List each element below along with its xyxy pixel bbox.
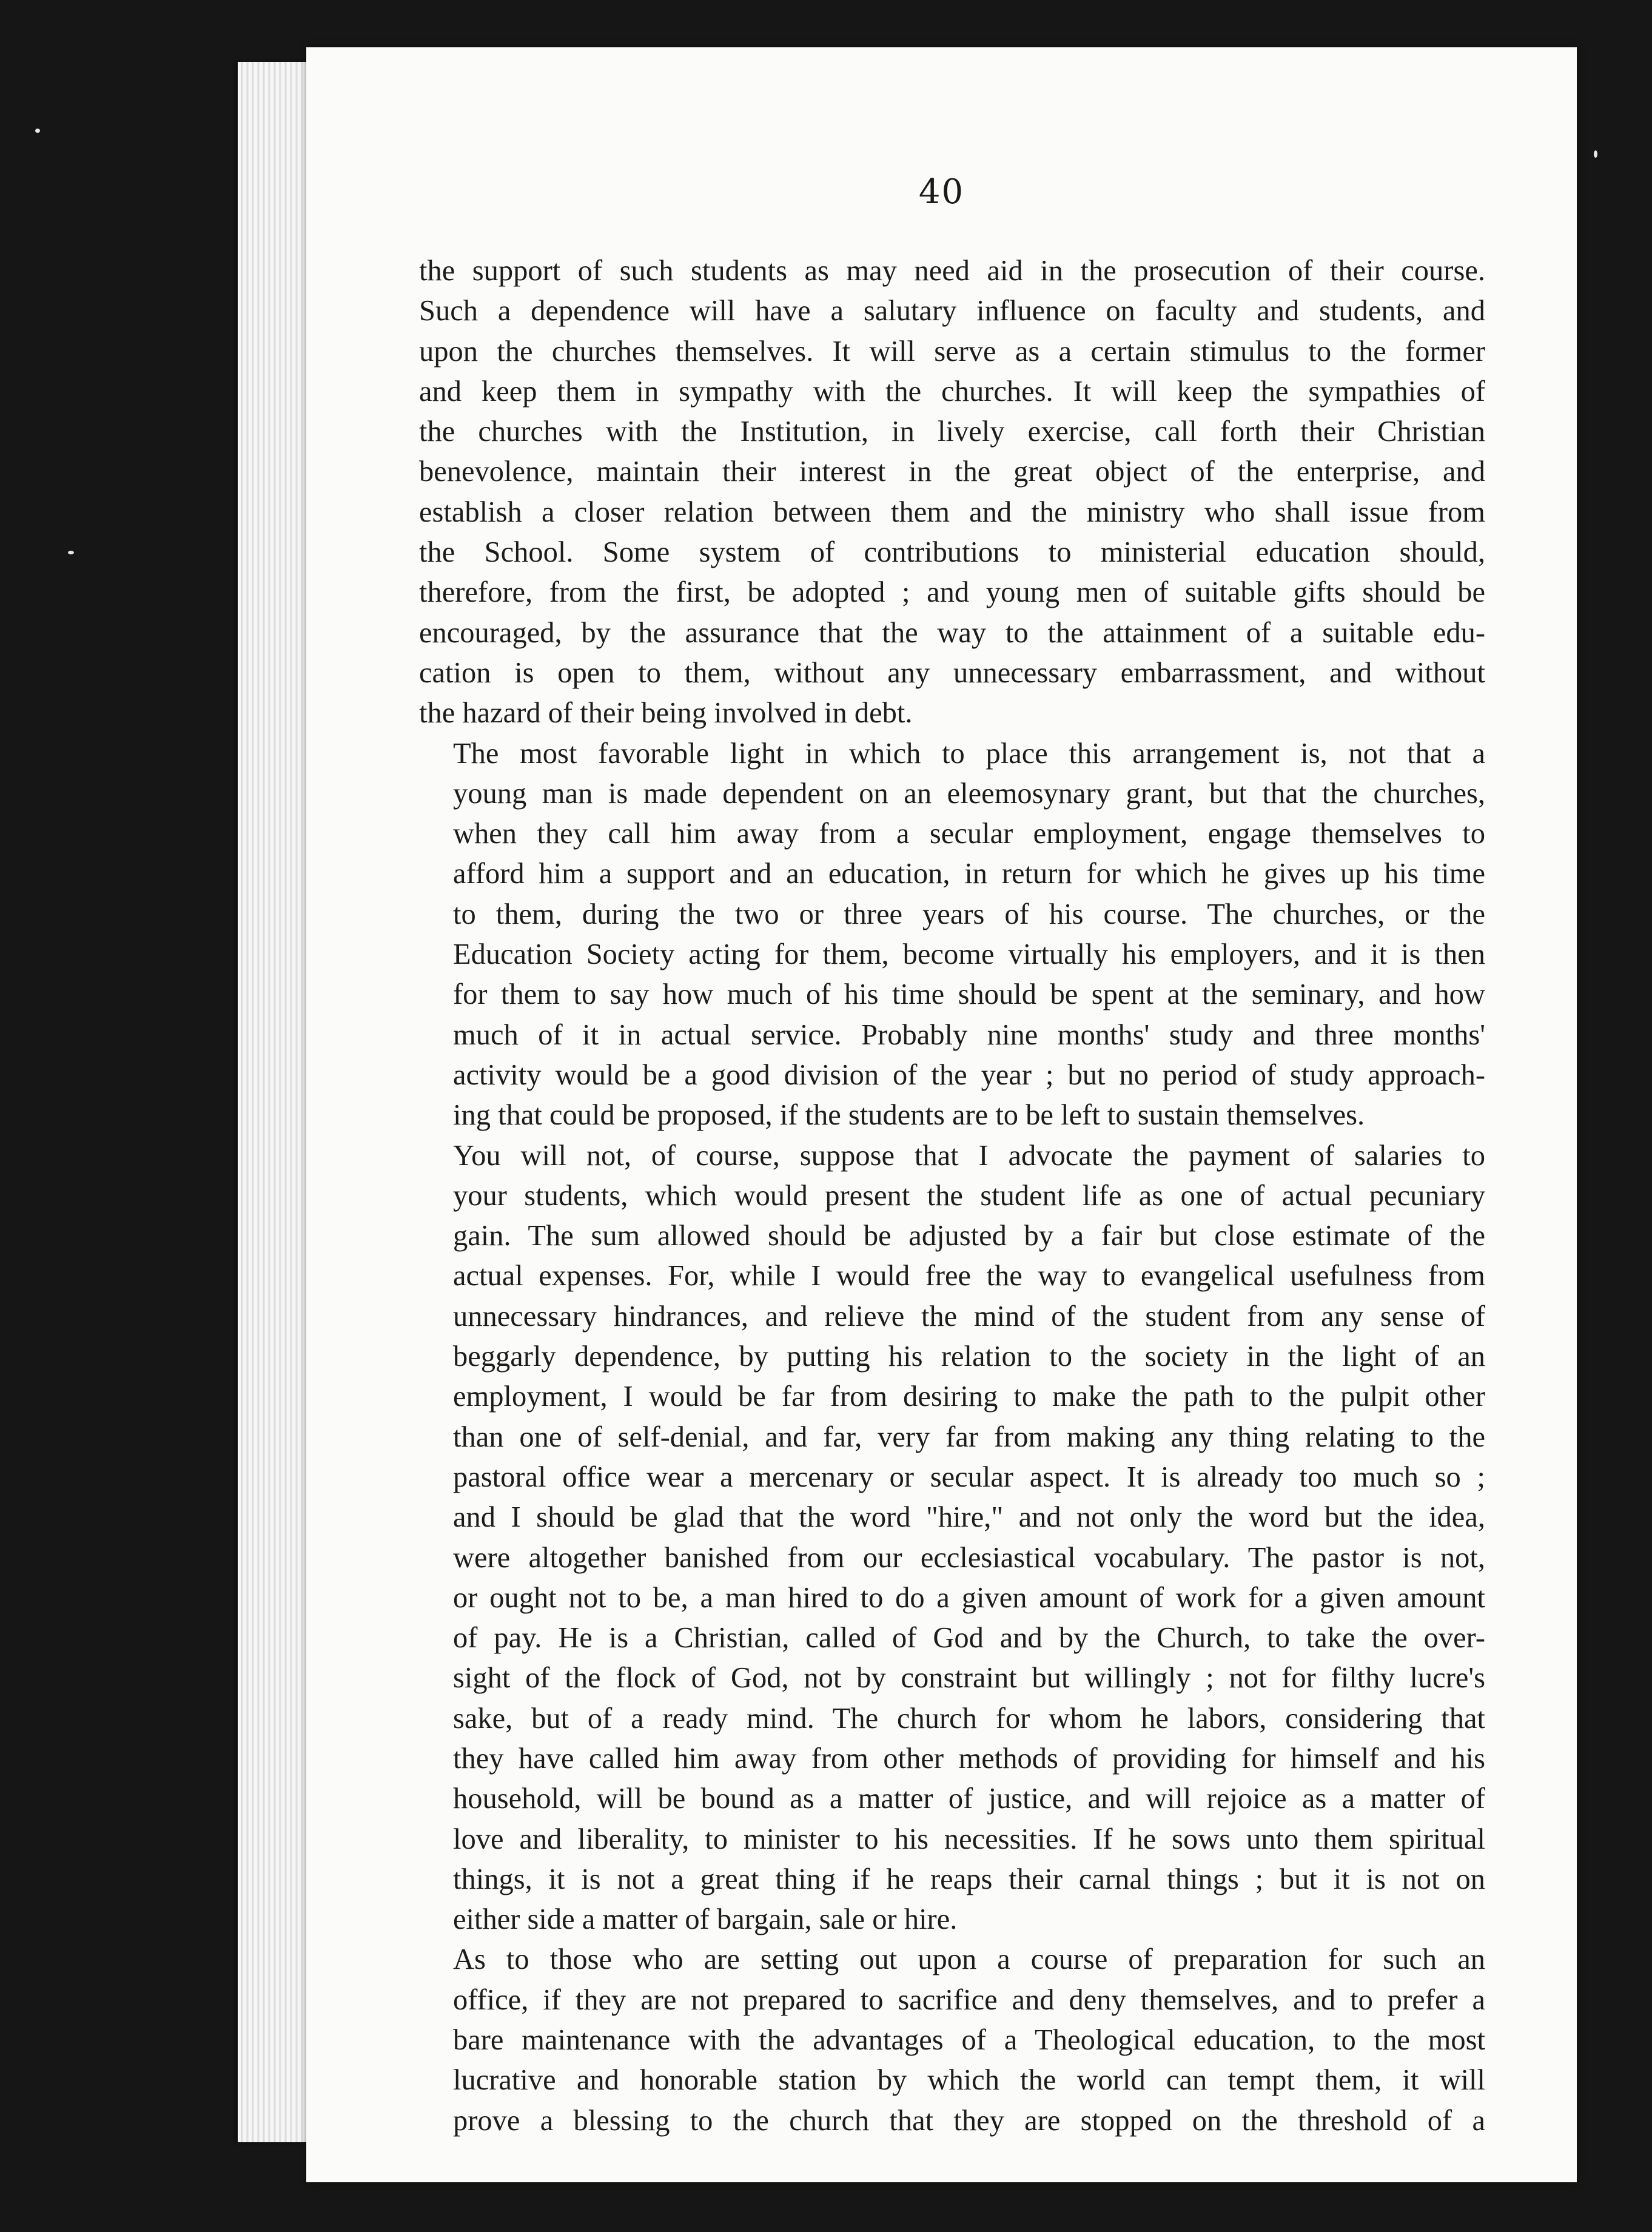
page-number: 40: [918, 172, 965, 212]
text-line: to them, during the two or three years of his course. The churches, or the: [453, 898, 1485, 930]
text-line: the churches with the Institution, in lively exercise, call forth their Christian: [419, 415, 1485, 448]
text-line: bare maintenance with the advantages of a Theological education, to the most: [453, 2024, 1485, 2057]
text-line: for them to say how much of his time should be spent at the seminary, and how: [453, 978, 1485, 1011]
text-line: and I should be glad that the word "hire," and not only the word but the idea,: [453, 1501, 1485, 1534]
scan-speck: [68, 551, 74, 554]
text-line: prove a blessing to the church that they are stopped on the threshold of a: [453, 2104, 1485, 2137]
text-line: the support of such students as may need aid in the prosecution of their course.: [419, 255, 1485, 287]
text-line: sake, but of a ready mind. The church for whom he labors, considering that: [453, 1702, 1485, 1735]
text-line: household, will be bound as a matter of justice, and will rejoice as a matter of: [453, 1783, 1485, 1815]
text-line: love and liberality, to minister to his necessities. If he sows unto them spiritual: [453, 1823, 1485, 1855]
text-line: either side a matter of bargain, sale or hire.: [453, 1903, 958, 1936]
paragraph: [419, 1940, 1485, 2140]
text-line: gain. The sum allowed should be adjusted by a fair but close estimate of the: [453, 1220, 1485, 1252]
text-line: they have called him away from other methods of providing for himself and his: [453, 1742, 1485, 1775]
text-line: or ought not to be, a man hired to do a given amount of work for a given amount: [453, 1581, 1485, 1614]
text-line: lucrative and honorable station by which the world can tempt them, it will: [453, 2064, 1485, 2097]
scan-speck: [1594, 150, 1597, 158]
text-line: the hazard of their being involved in debt.: [419, 697, 913, 730]
text-line: benevolence, maintain their interest in the great object of the enterprise, and: [419, 455, 1485, 488]
text-line: upon the churches themselves. It will serve as a certain stimulus to the former: [419, 335, 1485, 368]
text-line: the School. Some system of contributions to ministerial education should,: [419, 536, 1485, 569]
text-line: were altogether banished from our ecclesiastical vocabulary. The pastor is not,: [453, 1541, 1485, 1574]
text-line: young man is made dependent on an eleemosynary grant, but that the churches,: [453, 777, 1485, 810]
text-line: activity would be a good division of the year ; but no period of study approach-: [453, 1058, 1485, 1091]
text-line: office, if they are not prepared to sacrifice and deny themselves, and to prefer a: [453, 1983, 1485, 2016]
text-line: and keep them in sympathy with the churches. It will keep the sympathies of: [419, 375, 1485, 408]
text-line: things, it is not a great thing if he reaps their carnal things ; but it is not on: [453, 1863, 1485, 1895]
text-line: when they call him away from a secular employment, engage themselves to: [453, 818, 1485, 850]
text-line: actual expenses. For, while I would free the way to evangelical usefulness from: [453, 1260, 1485, 1292]
text-line: You will not, of course, suppose that I advocate the payment of salaries to: [453, 1139, 1485, 1172]
text-line: pastoral office wear a mercenary or secular aspect. It is already too much so ;: [453, 1461, 1485, 1493]
book-page: [306, 47, 1577, 2182]
text-line: therefore, from the first, be adopted ; and young men of suitable gifts should be: [419, 576, 1485, 609]
text-line: cation is open to them, without any unnecessary embarrassment, and without: [419, 656, 1485, 689]
text-line: your students, which would present the student life as one of actual pecuniary: [453, 1179, 1485, 1212]
text-line: of pay. He is a Christian, called of God and by the Church, to take the over-: [453, 1622, 1485, 1655]
paragraph: [419, 251, 1485, 734]
text-line: afford him a support and an education, in return for which he gives up his time: [453, 858, 1485, 890]
text-line: much of it in actual service. Probably nine months' study and three months': [453, 1018, 1485, 1051]
text-line: unnecessary hindrances, and relieve the mind of the student from any sense of: [453, 1300, 1485, 1333]
text-line: encouraged, by the assurance that the way to the attainment of a suitable edu-: [419, 616, 1485, 649]
book-page-edges: [238, 62, 309, 2142]
text-line: establish a closer relation between them and the ministry who shall issue from: [419, 496, 1485, 528]
text-line: employment, I would be far from desiring to make the path to the pulpit other: [453, 1380, 1485, 1413]
text-line: Such a dependence will have a salutary influence on faculty and students, and: [419, 295, 1485, 328]
text-line: Education Society acting for them, become virtually his employers, and it is then: [453, 938, 1485, 971]
paragraph: [419, 1136, 1485, 1940]
text-line: As to those who are setting out upon a course of preparation for such an: [453, 1943, 1485, 1976]
text-line: ing that could be proposed, if the students are to be left to sustain themselves.: [453, 1099, 1365, 1132]
body-text: [419, 251, 1485, 2141]
text-line: sight of the flock of God, not by constraint but willingly ; not for filthy lucre's: [453, 1662, 1485, 1695]
paragraph: [419, 734, 1485, 1136]
text-line: beggarly dependence, by putting his relation to the society in the light of an: [453, 1340, 1485, 1373]
text-line: than one of self-denial, and far, very far from making any thing relating to the: [453, 1420, 1485, 1453]
scan-speck: [35, 129, 40, 133]
text-line: The most favorable light in which to place this arrangement is, not that a: [453, 737, 1485, 770]
